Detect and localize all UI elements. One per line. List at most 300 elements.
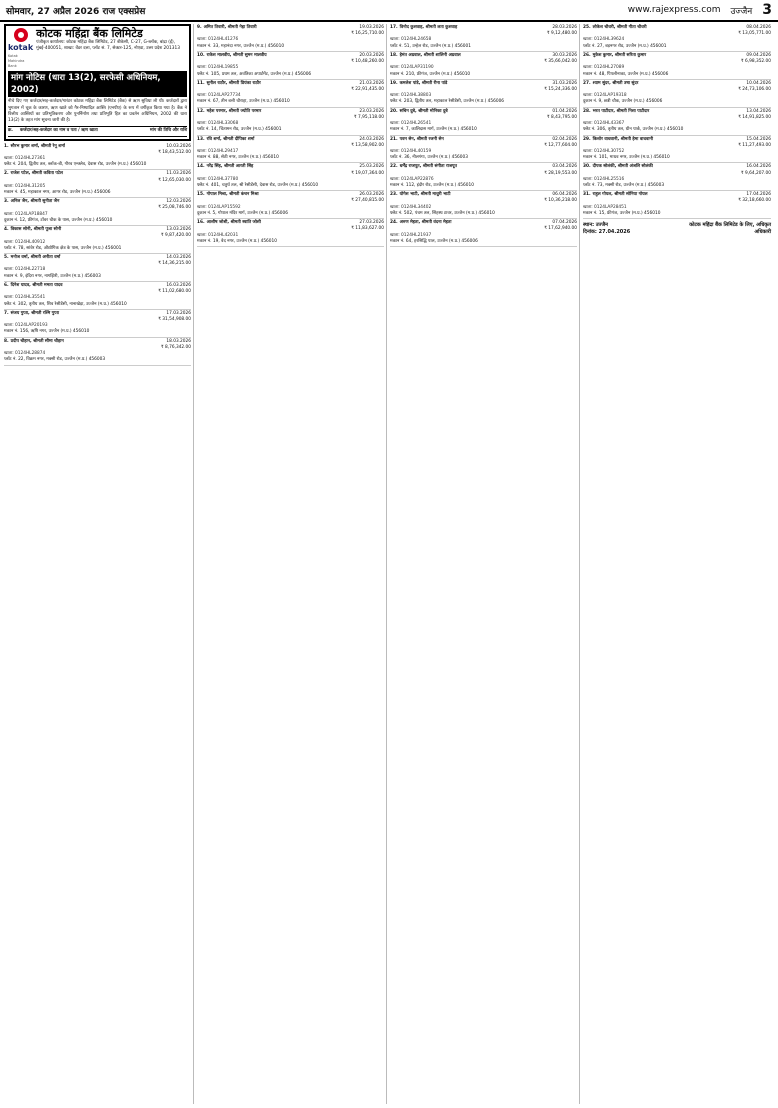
loan-account: खाता: 0124HL40912: [4, 239, 46, 245]
entry-left: [390, 164, 457, 176]
demand-amount: ₹ 11,27,493.00: [738, 142, 771, 148]
entry-serial: 27.: [583, 80, 591, 86]
demand-amount: ₹ 9,64,207.00: [740, 170, 771, 176]
entry-left: [197, 25, 257, 37]
entry-left: [197, 53, 267, 65]
entry-head: [4, 171, 191, 183]
entry-left: [197, 109, 261, 121]
loan-account: खाता: 0124HL24658: [390, 37, 432, 43]
demand-amount: ₹ 10,48,260.00: [351, 59, 384, 65]
entry-serial: 25.: [583, 25, 591, 30]
demand-amount: ₹ 17,62,940.00: [544, 226, 577, 232]
entry-head: [390, 53, 577, 65]
entry-head: [583, 164, 771, 176]
borrower-name: मनोज वर्मा, श्रीमती अनीता वर्मा: [10, 255, 61, 260]
notice-entry: [197, 108, 384, 136]
notice-entry: [390, 136, 577, 164]
entry-left: [197, 164, 253, 176]
borrower-name: विकास सोनी, श्रीमती पूजा सोनी: [10, 227, 62, 233]
notice-entry: [197, 136, 384, 164]
borrower-name: रवि शर्मा, श्रीमती दीपिका शर्मा: [206, 136, 255, 142]
demand-amount: ₹ 15,24,336.00: [544, 86, 577, 92]
demand-amount: ₹ 7,95,118.00: [353, 114, 384, 120]
property-address: मकान नं. 15, फ्रीगंज, उज्जैन (म.प्र.) 456010: [583, 210, 661, 216]
demand-date: 11.03.2026: [166, 171, 191, 177]
demand-amount: ₹ 8,43,795.00: [546, 114, 577, 120]
notice-title: मांग नोटिस (धारा 13(2), सरफेसी अधिनियम, 2002): [8, 71, 187, 98]
entry-head: [583, 192, 771, 204]
borrower-name: नरेंद्र सिंह, श्रीमती आरती सिंह: [206, 164, 254, 170]
footer-place: स्थान: उज्जैन: [583, 222, 608, 229]
notice-entry: [4, 254, 191, 282]
borrower-name: योगेश भाटी, श्रीमती माधुरी भाटी: [399, 192, 451, 198]
notice-entry: [197, 163, 384, 191]
entry-left: [390, 192, 451, 204]
entry-serial: 13.: [197, 136, 205, 142]
entry-left: [390, 81, 447, 93]
notice-entry: [4, 198, 191, 226]
loan-account: खाता: 0124HL30752: [583, 148, 625, 154]
entry-head: [583, 137, 771, 149]
entry-left: [583, 137, 653, 149]
entry-head: [4, 144, 191, 156]
demand-date: 26.03.2026: [359, 192, 384, 198]
demand-info: [544, 81, 577, 93]
loan-account: खाता: 0124HL27089: [583, 65, 625, 71]
demand-info: [351, 192, 384, 204]
loan-account: खाता: 0124HL43367: [583, 121, 625, 127]
notice-entry: [390, 219, 577, 247]
entry-head: [197, 137, 384, 149]
notice-entry: [4, 282, 191, 310]
demand-info: [351, 81, 384, 93]
loan-account: खाता: 0124HL28874: [4, 351, 46, 357]
demand-amount: ₹ 31,54,908.00: [158, 316, 191, 322]
entry-left: [390, 109, 448, 121]
demand-date: 25.03.2026: [359, 164, 384, 170]
demand-amount: ₹ 9,87,420.00: [160, 233, 191, 239]
demand-date: 14.03.2026: [166, 255, 191, 260]
property-address: फ्लैट नं. 306, तृतीय तल, ग्रीन पार्क, उज्जैन (म.प्र.) 456010: [583, 127, 684, 133]
entry-head: [4, 339, 191, 351]
notice-entry: [583, 108, 771, 136]
col-header-sr: क्र.: [8, 128, 13, 134]
loan-account: खाता: 0124LAP20193: [4, 323, 48, 329]
header-website[interactable]: www.rajexpress.com: [627, 5, 721, 15]
entry-serial: 8.: [4, 338, 9, 344]
notice-entry: [4, 226, 191, 254]
property-address: प्लॉट नं. 27, बड़नगर रोड, उज्जैन (म.प्र.) 456001: [583, 43, 667, 49]
borrower-name: धर्मेंद्र राजपूत, श्रीमती संगीता राजपूत: [399, 164, 457, 170]
entry-serial: 12.: [197, 108, 205, 114]
loan-account: खाता: 0124LAP28451: [583, 204, 627, 210]
borrower-name: दीपक सोलंकी, श्रीमती अंजलि सोलंकी: [592, 164, 653, 170]
entry-serial: 7.: [4, 310, 9, 316]
kotak-logo-icon: [14, 28, 28, 42]
notice-entry: [4, 338, 191, 366]
loan-account: खाता: 0124HL38803: [390, 93, 432, 99]
entry-head: [4, 227, 191, 239]
table-header: [8, 126, 187, 136]
notice-entry: [583, 24, 771, 52]
entry-head: [390, 109, 577, 121]
property-address: मकान नं. 88, सेठी नगर, उज्जैन (म.प्र.) 456010: [197, 155, 279, 161]
demand-date: 02.04.2026: [552, 136, 577, 142]
entry-serial: 30.: [583, 164, 591, 170]
demand-amount: ₹ 6,98,352.00: [740, 59, 771, 65]
logo-text: kotak: [8, 43, 34, 52]
property-address: मकान नं. 9, इंदिरा नगर, नागझिरी, उज्जैन (म.प्र.) 456003: [4, 273, 101, 279]
demand-amount: ₹ 13,05,771.00: [738, 31, 771, 37]
demand-date: 31.03.2026: [552, 80, 577, 86]
demand-amount: ₹ 18,43,512.00: [158, 149, 191, 155]
entry-left: [390, 137, 444, 149]
bank-notice-header: [4, 24, 191, 141]
loan-account: खाता: 0124LAP15592: [197, 204, 241, 210]
demand-amount: ₹ 14,36,215.00: [158, 261, 191, 267]
entry-left: [4, 283, 62, 295]
demand-info: [351, 53, 384, 65]
borrower-name: मुकेश कुमार, श्रीमती सरिता कुमार: [592, 52, 647, 58]
demand-info: [354, 109, 384, 121]
entry-left: [4, 199, 59, 211]
entry-serial: 15.: [197, 192, 205, 198]
property-address: दुकान नं. 5, गोपाल मंदिर मार्ग, उज्जैन (म.प्र.) 456006: [197, 210, 288, 216]
entry-head: [583, 109, 771, 121]
entry-left: [4, 227, 61, 239]
column-2: [197, 24, 387, 1104]
demand-date: 07.04.2026: [552, 220, 577, 226]
property-address: प्लॉट नं. 36, नीलगंगा, उज्जैन (म.प्र.) 456003: [390, 155, 468, 161]
column-4: [583, 24, 773, 1104]
bank-title: कोटक महिंद्रा बैंक लिमिटेड: [36, 27, 143, 40]
kotak-logo: [8, 28, 33, 69]
borrower-name: दिनेश यादव, श्रीमती ममता यादव: [10, 282, 63, 288]
property-address: प्लॉट नं. 78, सांवेर रोड, औद्योगिक क्षेत्र के पास, उज्जैन (म.प्र.) 456001: [4, 245, 122, 251]
borrower-name: गोपाल मिश्रा, श्रीमती कंचन मिश्रा: [206, 192, 259, 198]
col-header-borrower: कर्जदार/सह-कर्जदार का नाम व पता / ऋण खाता: [20, 128, 98, 134]
loan-account: खाता: 0124HL22718: [4, 267, 46, 273]
entries-col4: [583, 24, 771, 219]
loan-account: खाता: 0124LAP19318: [583, 93, 627, 99]
entry-serial: 14.: [197, 164, 205, 170]
entry-left: [4, 171, 63, 183]
demand-date: 17.03.2026: [166, 310, 191, 316]
property-address: मकान नं. 48, पिपलीनाका, उज्जैन (म.प्र.) 456006: [583, 71, 669, 77]
loan-account: खाता: 0124HL40159: [390, 148, 432, 154]
entry-left: [583, 81, 638, 93]
borrower-name: किशोर वाधवानी, श्रीमती हेमा वाधवानी: [592, 136, 653, 142]
demand-amount: ₹ 27,40,815.00: [351, 198, 384, 204]
loan-account: खाता: 0124HL42031: [197, 232, 239, 238]
demand-info: [158, 199, 191, 211]
entry-serial: 2.: [4, 171, 9, 177]
demand-date: 09.04.2026: [746, 52, 771, 58]
demand-info: [351, 220, 384, 232]
entry-serial: 3.: [4, 199, 9, 205]
page-number: 3: [762, 2, 772, 18]
footer-signatory: कोटक महिंद्रा बैंक लिमिटेड के लिए, अधिकृत अधिकारी: [689, 222, 771, 236]
entry-serial: 17.: [390, 25, 398, 30]
property-address: मकान नं. 156, ऋषि नगर, उज्जैन (म.प्र.) 456010: [4, 329, 90, 335]
col-header-demand: मांग की तिथि और राशि: [150, 128, 187, 134]
demand-date: 23.03.2026: [359, 108, 384, 114]
borrower-name: सौरभ कुमार शर्मा, श्रीमती रेनू शर्मा: [10, 143, 65, 149]
demand-info: [351, 137, 384, 149]
loan-account: खाता: 0124HL33068: [197, 121, 239, 127]
entry-serial: 29.: [583, 136, 591, 142]
demand-amount: ₹ 35,66,042.00: [544, 59, 577, 65]
property-address: मकान नं. 112, इंदौर रोड, उज्जैन (म.प्र.) 456010: [390, 183, 474, 189]
entry-serial: 20.: [390, 108, 398, 114]
loan-account: खाता: 0124LAP31190: [390, 65, 434, 71]
entry-left: [583, 109, 649, 121]
notice-intro: नीचे दिए गए कर्जदार/सह-कर्जदार/गारंटर कोटक महिंद्रा बैंक लिमिटेड (बैंक) से ऋण सुविधा ली थी। कर्जदारों द्वारा भुगतान में चूक के कारण, ऋण खाते को गैर-निष्पादित आस्ति (एनपीए) के रूप में वर्गीकृत किया गया है। बैंक ने वित्तीय आस्तियों का प्रतिभूतिकरण और पुनर्निर्माण तथा प्रतिभूति हित का प्रवर्तन अधिनियम, 2002 की धारा 13(2) के तहत मांग सूचना जारी की है।: [8, 99, 187, 124]
entry-serial: 11.: [197, 80, 205, 86]
property-address: फ्लैट नं. 105, प्रथम तल, अवंतिका अपार्टमेंट, उज्जैन (म.प्र.) 456006: [197, 71, 312, 77]
demand-date: 13.03.2026: [166, 227, 191, 233]
demand-info: [158, 171, 191, 183]
entry-head: [390, 220, 577, 232]
entry-serial: 22.: [390, 164, 398, 170]
loan-account: खाता: 0124HL25516: [583, 176, 625, 182]
demand-date: 17.04.2026: [746, 192, 771, 198]
notice-entry: [197, 24, 384, 52]
entry-head: [390, 192, 577, 204]
signature-block: [583, 222, 771, 237]
demand-info: [741, 53, 771, 65]
notice-entry: [583, 136, 771, 164]
notice-entry: [583, 191, 771, 219]
notice-entry: [4, 310, 191, 338]
column-1: [4, 24, 194, 1104]
entry-head: [4, 255, 191, 267]
entry-head: [197, 192, 384, 204]
entry-serial: 6.: [4, 282, 9, 288]
loan-account: खाता: 0124LAP22876: [390, 176, 434, 182]
entry-left: [583, 25, 647, 37]
entry-serial: 18.: [390, 52, 398, 58]
demand-info: [547, 109, 577, 121]
demand-info: [547, 25, 577, 37]
entry-head: [390, 164, 577, 176]
property-address: प्लॉट नं. 51, उन्हेल रोड, उज्जैन (म.प्र.) 456001: [390, 43, 471, 49]
demand-amount: ₹ 11,83,627.00: [351, 226, 384, 232]
demand-date: 16.04.2026: [746, 164, 771, 170]
borrower-name: संजय गुप्ता, श्रीमती रश्मि गुप्ता: [10, 310, 59, 316]
entry-serial: 21.: [390, 136, 398, 142]
notice-entry: [390, 24, 577, 52]
entry-serial: 31.: [583, 192, 591, 198]
borrower-name: लोकेश चौधरी, श्रीमती गीता चौधरी: [592, 25, 647, 30]
entries-col1: [4, 143, 191, 366]
entry-left: [4, 339, 64, 351]
property-address: मकान नं. 33, महानंदा नगर, उज्जैन (म.प्र.) 456010: [197, 43, 285, 49]
entry-serial: 10.: [197, 52, 205, 58]
entry-serial: 9.: [197, 25, 202, 30]
property-address: मकान नं. 210, फ्रीगंज, उज्जैन (म.प्र.) 456010: [390, 71, 471, 77]
demand-date: 03.04.2026: [552, 164, 577, 170]
entry-serial: 23.: [390, 192, 398, 198]
entries-col2: [197, 24, 384, 247]
loan-account: खाता: 0124HL39624: [583, 37, 625, 43]
notice-entry: [197, 52, 384, 80]
demand-amount: ₹ 9,12,480.00: [546, 31, 577, 37]
demand-info: [351, 164, 384, 176]
borrower-name: कमलेश पांडे, श्रीमती रीना पांडे: [399, 80, 448, 86]
entry-left: [583, 164, 653, 176]
demand-info: [738, 81, 771, 93]
property-address: मकान नं. 19, वेद नगर, उज्जैन (म.प्र.) 456010: [197, 238, 277, 244]
notice-entry: [390, 163, 577, 191]
demand-info: [158, 283, 191, 295]
demand-date: 01.04.2026: [552, 108, 577, 114]
entry-head: [4, 311, 191, 323]
entry-head: [197, 25, 384, 37]
entry-left: [197, 81, 261, 93]
demand-info: [161, 339, 191, 351]
property-address: मकान नं. 101, माधव नगर, उज्जैन (म.प्र.) 456010: [583, 155, 670, 161]
borrower-name: महेश परमार, श्रीमती ज्योति परमार: [206, 108, 262, 114]
entry-serial: 1.: [4, 143, 9, 149]
entry-left: [4, 255, 60, 267]
demand-info: [741, 164, 771, 176]
entry-head: [197, 53, 384, 65]
demand-info: [738, 192, 771, 204]
entry-left: [197, 192, 259, 204]
loan-account: खाता: 0124LAP18847: [4, 211, 48, 217]
page-header: [0, 0, 778, 22]
borrower-name: सुनील राठौर, श्रीमती प्रियंका राठौर: [206, 80, 261, 86]
demand-amount: ₹ 12,77,604.00: [544, 142, 577, 148]
demand-amount: ₹ 24,73,106.00: [738, 86, 771, 92]
notice-entry: [583, 80, 771, 108]
demand-amount: ₹ 22,91,435.00: [351, 86, 384, 92]
demand-info: [158, 255, 191, 267]
entry-left: [583, 53, 646, 65]
demand-date: 19.03.2026: [359, 25, 384, 30]
demand-info: [544, 164, 577, 176]
demand-date: 30.03.2026: [552, 52, 577, 58]
demand-date: 21.03.2026: [359, 80, 384, 86]
entry-left: [4, 311, 59, 323]
property-address: फ्लैट नं. 401, चतुर्थ तल, श्री रेसीडेंसी, देवास रोड, उज्जैन (म.प्र.) 456010: [197, 183, 319, 189]
borrower-name: अमित तिवारी, श्रीमती नेहा तिवारी: [203, 25, 257, 30]
property-address: फ्लैट नं. 203, द्वितीय तल, महाकाल रेसीडेंसी, उज्जैन (म.प्र.) 456006: [390, 99, 505, 105]
entry-serial: 5.: [4, 255, 9, 260]
loan-account: खाता: 0124HL21937: [390, 232, 432, 238]
notice-entry: [390, 108, 577, 136]
property-address: फ्लैट नं. 302, तृतीय तल, शिव रेसीडेंसी, नानाखेड़ा, उज्जैन (म.प्र.) 456010: [4, 301, 127, 307]
property-address: फ्लैट नं. 502, पंचम तल, सिंहस्थ टावर, उज्जैन (म.प्र.) 456010: [390, 210, 495, 216]
demand-info: [351, 25, 384, 37]
entry-head: [390, 25, 577, 37]
loan-account: खाता: 0124HL37780: [197, 176, 239, 182]
loan-account: खाता: 0124HL31205: [4, 183, 46, 189]
demand-info: [738, 25, 771, 37]
notice-entry: [583, 163, 771, 191]
borrower-name: राहुल गोयल, श्रीमती सोनिया गोयल: [592, 192, 648, 198]
demand-date: 27.03.2026: [359, 220, 384, 226]
entry-head: [197, 109, 384, 121]
notice-entry: [197, 219, 384, 247]
demand-amount: ₹ 19,07,364.00: [351, 170, 384, 176]
entry-head: [197, 81, 384, 93]
demand-info: [158, 144, 191, 156]
property-address: मकान नं. 7, कालिदास मार्ग, उज्जैन (म.प्र.) 456010: [390, 127, 477, 133]
loan-account: खाता: 0124HL26541: [390, 121, 432, 127]
borrower-name: पवन सेन, श्रीमती रजनी सेन: [399, 136, 444, 142]
demand-date: 10.03.2026: [166, 143, 191, 149]
demand-date: 10.04.2026: [746, 80, 771, 86]
entry-serial: 28.: [583, 108, 591, 114]
property-address: मकान नं. 64, हरसिद्धि पाल, उज्जैन (म.प्र.) 456006: [390, 238, 478, 244]
loan-account: खाता: 0124HL41276: [197, 37, 239, 43]
property-address: मकान नं. 67, तीन बत्ती चौराहा, उज्जैन (म.प्र.) 456010: [197, 99, 290, 105]
entry-head: [4, 283, 191, 295]
entry-serial: 16.: [197, 220, 205, 226]
entry-serial: 4.: [4, 227, 9, 233]
borrower-name: अनिल जैन, श्रीमती सुनीता जैन: [10, 199, 60, 205]
demand-date: 16.03.2026: [166, 282, 191, 288]
entry-head: [583, 25, 771, 37]
demand-amount: ₹ 10,36,218.00: [544, 198, 577, 204]
entry-head: [4, 199, 191, 211]
property-address: प्लॉट नं. 73, मक्सी रोड, उज्जैन (म.प्र.) 456003: [583, 183, 665, 189]
demand-date: 12.03.2026: [166, 199, 191, 205]
notice-entry: [583, 52, 771, 80]
entry-head: [390, 137, 577, 149]
loan-account: खाता: 0124HL35541: [4, 295, 46, 301]
entry-left: [390, 25, 457, 37]
notice-entry: [4, 143, 191, 171]
demand-date: 08.04.2026: [746, 25, 771, 30]
demand-amount: ₹ 14,91,825.00: [738, 114, 771, 120]
entry-left: [197, 220, 261, 232]
demand-date: 06.04.2026: [552, 192, 577, 198]
demand-amount: ₹ 8,76,342.00: [160, 344, 191, 350]
entry-head: [197, 220, 384, 232]
demand-amount: ₹ 32,18,660.00: [738, 198, 771, 204]
entry-left: [4, 144, 65, 156]
borrower-name: आशीष जोशी, श्रीमती स्वाति जोशी: [206, 220, 261, 226]
notice-entry: [390, 80, 577, 108]
entry-serial: 19.: [390, 80, 398, 86]
loan-account: खाता: 0124HL34402: [390, 204, 432, 210]
property-address: प्लॉट नं. 22, विक्रम नगर, मक्सी रोड, उज्जैन (म.प्र.) 456003: [4, 357, 106, 363]
notice-entry: [390, 191, 577, 219]
demand-info: [738, 109, 771, 121]
notice-entry: [197, 191, 384, 219]
bank-address: पंजीकृत कार्यालय: कोटक महिंद्रा बैंक लिमिटेड, 27 बीकेसी, C-27, G-ब्लॉक, बांद्रा (ई), मुंबई-400051, शाखा: वेंडर दत्ता, प्लॉट सं. 7, सेक्टर-125, नोएडा, उत्तर प्रदेश 201313: [36, 40, 180, 52]
demand-date: 15.04.2026: [746, 136, 771, 142]
demand-date: 24.03.2026: [359, 136, 384, 142]
entry-head: [583, 53, 771, 65]
borrower-name: अरुण मेहता, श्रीमती वंदना मेहता: [399, 220, 452, 226]
entry-serial: 24.: [390, 220, 398, 226]
entry-left: [390, 53, 461, 65]
header-date-line: सोमवार, 27 अप्रैल 2026 राज एक्सप्रेस: [6, 6, 146, 17]
borrower-name: राकेश मालवीय, श्रीमती सुमन मालवीय: [206, 52, 267, 58]
demand-amount: ₹ 13,58,902.00: [351, 142, 384, 148]
property-address: फ्लैट नं. 204, द्वितीय तल, ब्लॉक-बी, गौरव एन्क्लेव, देवास रोड, उज्जैन (म.प्र.) 456010: [4, 162, 147, 168]
property-address: प्लॉट नं. 14, चिंतामन रोड, उज्जैन (म.प्र.) 456001: [197, 127, 282, 133]
loan-account: खाता: 0124HL27361: [4, 155, 46, 161]
notice-entry: [390, 52, 577, 80]
borrower-name: विनोद कुशवाह, श्रीमती लता कुशवाह: [399, 25, 458, 30]
demand-info: [158, 311, 191, 323]
entry-head: [390, 81, 577, 93]
